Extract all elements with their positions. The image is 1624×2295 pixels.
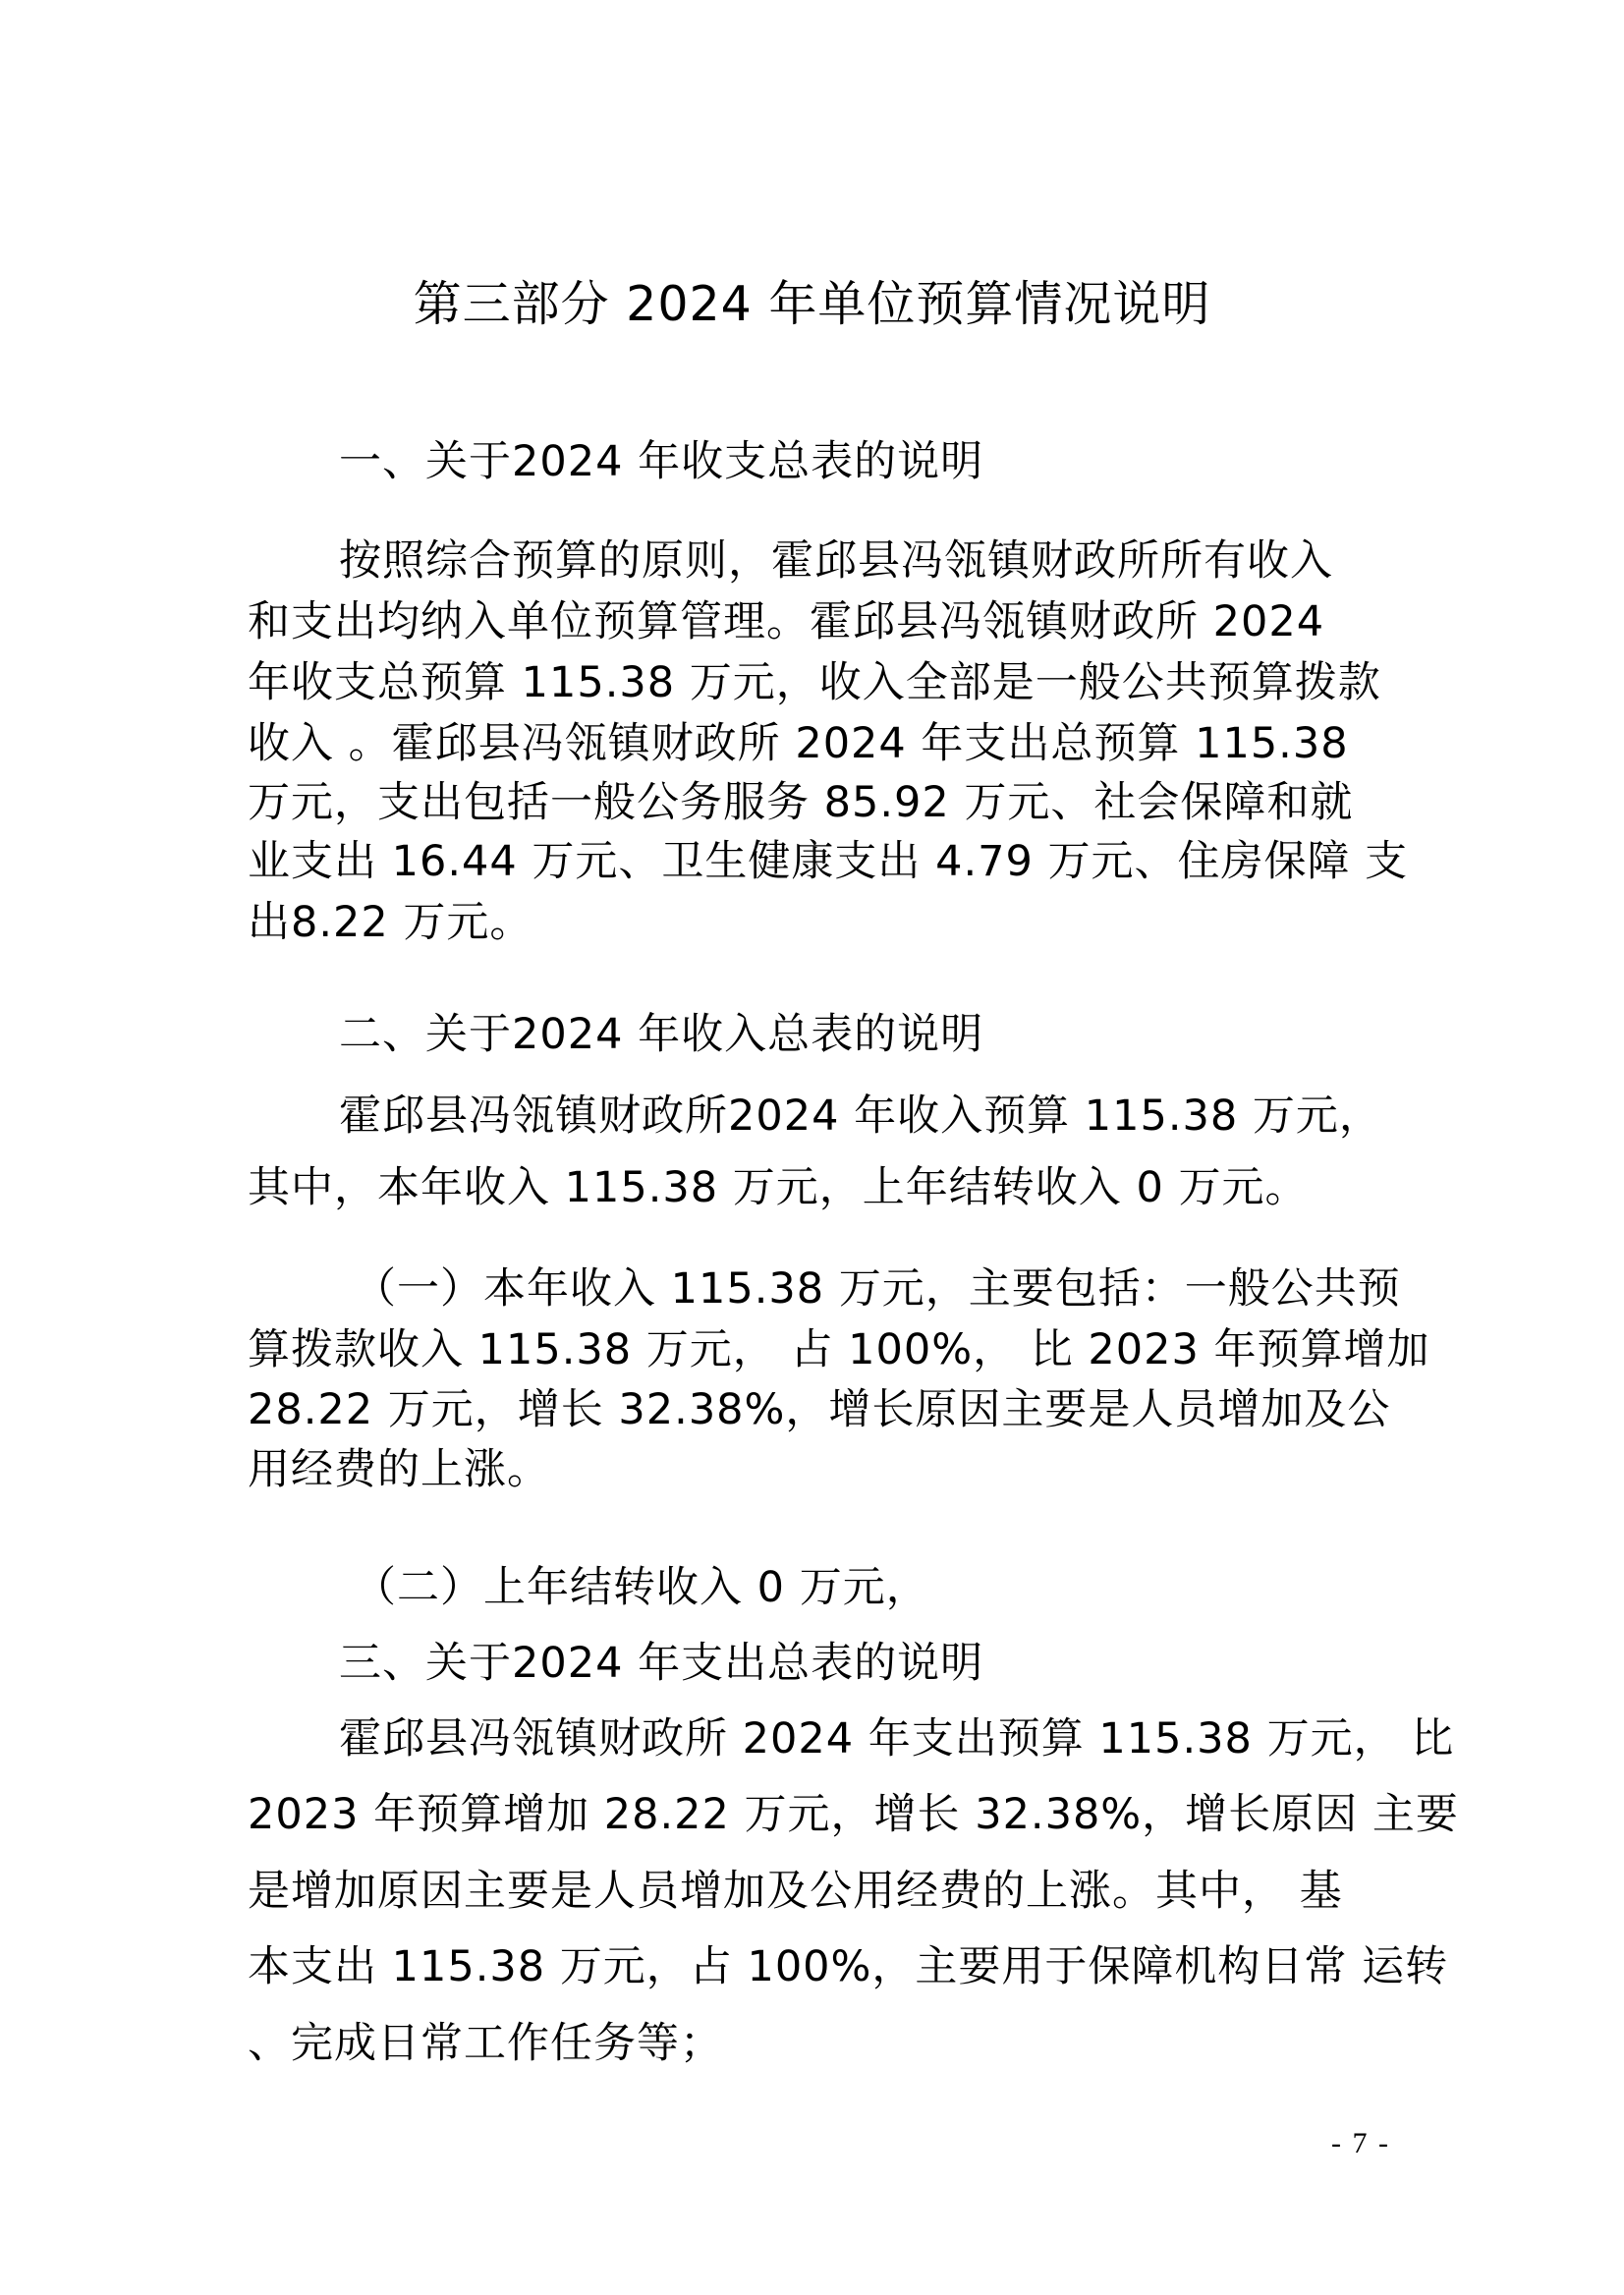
section-3-line: 、完成日常工作任务等； bbox=[248, 2019, 723, 2068]
section-2-heading: 二、关于2024 年收入总表的说明 bbox=[339, 1010, 984, 1059]
subsection-1-line: 28.22 万元，增长 32.38%，增长原因主要是人员增加及公 bbox=[248, 1385, 1391, 1434]
section-3-line: 是增加原因主要是人员增加及公用经费的上涨。其中， 基 bbox=[248, 1867, 1343, 1916]
section-1-line: 收入 。霍邱县冯瓴镇财政所 2024 年支出总预算 115.38 bbox=[248, 719, 1349, 768]
section-1-line: 出8.22 万元。 bbox=[248, 898, 533, 947]
section-1-line: 业支出 16.44 万元、卫生健康支出 4.79 万元、住房保障 支 bbox=[248, 837, 1409, 886]
section-2-line: 霍邱县冯瓴镇财政所2024 年收入预算 115.38 万元， bbox=[339, 1092, 1382, 1141]
section-1-line: 按照综合预算的原则，霍邱县冯瓴镇财政所所有收入 bbox=[339, 536, 1333, 586]
section-3-line: 本支出 115.38 万元，占 100%，主要用于保障机构日常 运转 bbox=[248, 1942, 1449, 1991]
section-1-line: 万元，支出包括一般公务服务 85.92 万元、社会保障和就 bbox=[248, 778, 1354, 827]
section-3-line: 2023 年预算增加 28.22 万元，增长 32.38%，增长原因 主要 bbox=[248, 1790, 1459, 1839]
section-2-line: 其中，本年收入 115.38 万元，上年结转收入 0 万元。 bbox=[248, 1163, 1309, 1212]
page-title: 第三部分 2024 年单位预算情况说明 bbox=[413, 276, 1211, 332]
section-1-line: 和支出均纳入单位预算管理。霍邱县冯瓴镇财政所 2024 bbox=[248, 597, 1325, 646]
subsection-1-line: 算拨款收入 115.38 万元， 占 100%， 比 2023 年预算增加 bbox=[248, 1325, 1430, 1374]
subsection-1-line: （一）本年收入 115.38 万元，主要包括：一般公共预 bbox=[354, 1264, 1401, 1314]
subsection-1-line: 用经费的上涨。 bbox=[248, 1445, 550, 1494]
section-3-line: 霍邱县冯瓴镇财政所 2024 年支出预算 115.38 万元， 比 bbox=[339, 1714, 1455, 1763]
section-1-line: 年收支总预算 115.38 万元，收入全部是一般公共预算拨款 bbox=[248, 658, 1381, 707]
section-1-heading: 一、关于2024 年收支总表的说明 bbox=[339, 437, 984, 486]
subsection-2-line: （二）上年结转收入 0 万元， bbox=[354, 1563, 929, 1612]
section-3-heading: 三、关于2024 年支出总表的说明 bbox=[339, 1639, 984, 1688]
page-number: - 7 - bbox=[1331, 2127, 1390, 2159]
